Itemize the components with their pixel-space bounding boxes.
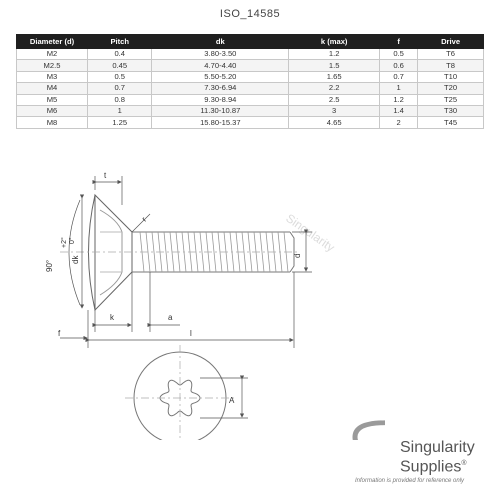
table-cell: M3 bbox=[17, 71, 88, 82]
brand-name-line2 bbox=[400, 456, 467, 475]
table-cell: 9.30-8.94 bbox=[152, 94, 289, 105]
column-header: f bbox=[380, 35, 418, 49]
brand-name-line1: Singularity bbox=[400, 439, 475, 456]
table-cell: M4 bbox=[17, 83, 88, 94]
table-cell: 0.4 bbox=[88, 49, 152, 60]
label-dk: dk bbox=[71, 255, 80, 264]
label-tolerance-upper: +2° bbox=[61, 237, 68, 248]
table-cell: 1.25 bbox=[88, 117, 152, 128]
table-row bbox=[17, 60, 484, 71]
screw-head bbox=[89, 195, 133, 310]
torx-end-view bbox=[125, 345, 235, 440]
table-cell: 1.65 bbox=[289, 71, 380, 82]
table-cell: 1.2 bbox=[380, 94, 418, 105]
page-title: ISO_14585 bbox=[219, 8, 281, 20]
table-cell: M5 bbox=[17, 94, 88, 105]
registered-mark: ® bbox=[461, 460, 467, 467]
spec-table bbox=[16, 34, 484, 129]
table-cell: 2 bbox=[380, 117, 418, 128]
table-header-row bbox=[17, 35, 484, 49]
dimension-t bbox=[95, 176, 122, 205]
table-cell: T30 bbox=[418, 105, 484, 116]
disclaimer-text: Information is provided for reference only bbox=[355, 478, 465, 484]
table-cell: 4.70-4.40 bbox=[152, 60, 289, 71]
label-tolerance-lower: 0° bbox=[69, 237, 76, 244]
table-cell: 1.5 bbox=[289, 60, 380, 71]
column-header: Drive bbox=[418, 35, 484, 49]
table-cell: 1.2 bbox=[289, 49, 380, 60]
table-cell: T45 bbox=[418, 117, 484, 128]
table-row bbox=[17, 71, 484, 82]
table-cell: M8 bbox=[17, 117, 88, 128]
table-cell: 0.7 bbox=[88, 83, 152, 94]
table-cell: 0.5 bbox=[380, 49, 418, 60]
singularity-logo-icon bbox=[355, 423, 388, 440]
table-cell: 1.4 bbox=[380, 105, 418, 116]
dimension-k bbox=[95, 272, 132, 332]
table-cell: 1 bbox=[380, 83, 418, 94]
label-k: k bbox=[110, 313, 114, 322]
label-a: a bbox=[168, 313, 173, 322]
table-cell: T6 bbox=[418, 49, 484, 60]
table-cell: 0.8 bbox=[88, 94, 152, 105]
table-cell: T8 bbox=[418, 60, 484, 71]
label-r: r bbox=[140, 215, 149, 224]
table-cell: T10 bbox=[418, 71, 484, 82]
table-cell: 4.65 bbox=[289, 117, 380, 128]
table-cell: 5.50-5.20 bbox=[152, 71, 289, 82]
brand-name-text: Supplies bbox=[400, 458, 462, 476]
table-cell: 2.2 bbox=[289, 83, 380, 94]
column-header: Pitch bbox=[88, 35, 152, 49]
table-cell: M2.5 bbox=[17, 60, 88, 71]
table-cell: 7.30-6.94 bbox=[152, 83, 289, 94]
table-row bbox=[17, 83, 484, 94]
label-t: t bbox=[104, 171, 107, 180]
table-cell: 0.7 bbox=[380, 71, 418, 82]
table-row bbox=[17, 105, 484, 116]
label-d: d bbox=[293, 253, 302, 258]
table-cell: 0.5 bbox=[88, 71, 152, 82]
table-cell: 3.80-3.50 bbox=[152, 49, 289, 60]
dimension-a bbox=[150, 272, 180, 332]
table-cell: 2.5 bbox=[289, 94, 380, 105]
column-header: k (max) bbox=[289, 35, 380, 49]
dimension-angle bbox=[69, 200, 80, 305]
table-cell: 15.80-15.37 bbox=[152, 117, 289, 128]
watermark-text: Singularity bbox=[283, 210, 338, 255]
dimension-f bbox=[60, 310, 88, 348]
table-row bbox=[17, 49, 484, 60]
table-cell: 0.6 bbox=[380, 60, 418, 71]
label-f: f bbox=[58, 329, 61, 338]
table-cell: T25 bbox=[418, 94, 484, 105]
label-l: l bbox=[190, 329, 192, 338]
table-row bbox=[17, 117, 484, 128]
label-angle: 90° bbox=[45, 259, 54, 272]
table-cell: 3 bbox=[289, 105, 380, 116]
table-cell: M6 bbox=[17, 105, 88, 116]
table-cell: 1 bbox=[88, 105, 152, 116]
table-row bbox=[17, 94, 484, 105]
table-cell: M2 bbox=[17, 49, 88, 60]
label-A: A bbox=[229, 396, 235, 405]
table-cell: T20 bbox=[418, 83, 484, 94]
table-cell: 0.45 bbox=[88, 60, 152, 71]
column-header: dk bbox=[152, 35, 289, 49]
column-header: Diameter (d) bbox=[17, 35, 88, 49]
screw-technical-drawing bbox=[0, 160, 500, 440]
table-cell: 11.30-10.87 bbox=[152, 105, 289, 116]
